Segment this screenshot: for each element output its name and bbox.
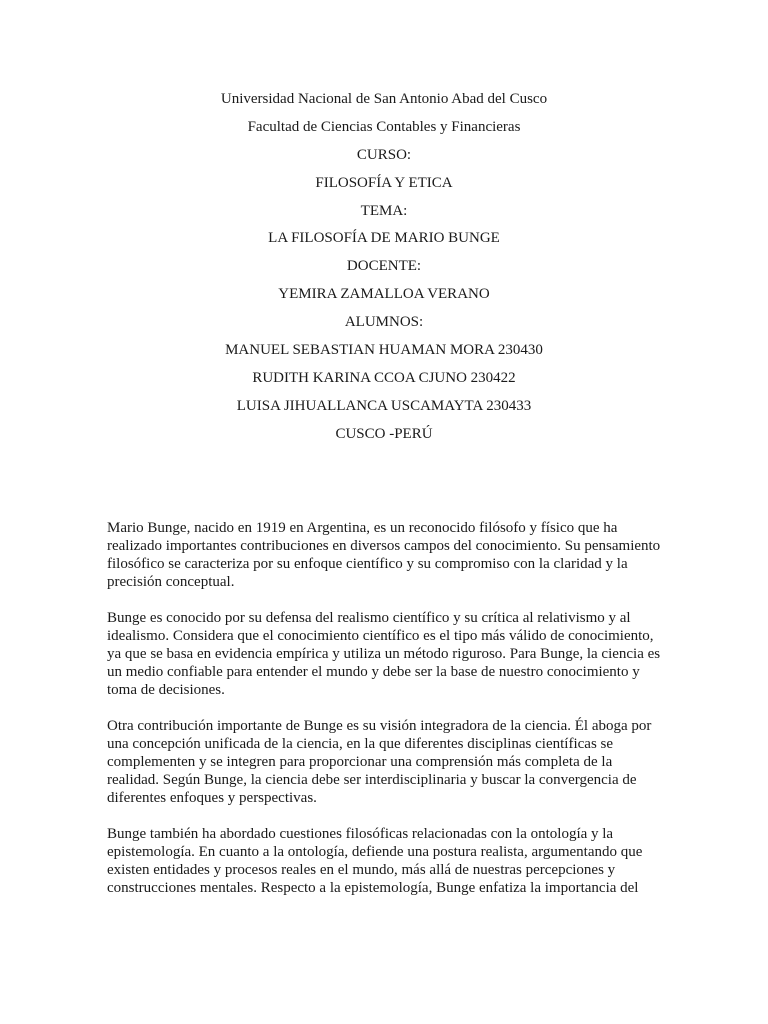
- teacher-name: YEMIRA ZAMALLOA VERANO: [278, 286, 490, 303]
- paragraph: Bunge es conocido por su defensa del realismo científico y su crítica al relativismo y al idealismo. Considera que el conocimiento científico es el tipo más válido de conocimiento, ya que se basa en evidencia empírica y utiliza un método riguroso. Para Bunge, la ciencia es un medio confiable para entender el mundo y debe ser la base de nuestro conocimiento y toma de decisiones.: [107, 610, 661, 698]
- students-label: ALUMNOS:: [344, 314, 424, 331]
- cover-block: [0, 89, 768, 452]
- student-name: LUISA JIHUALLANCA USCAMAYTA 230433: [236, 397, 532, 414]
- teacher-label: DOCENTE:: [346, 258, 422, 275]
- faculty-name: Facultad de Ciencias Contables y Financieras: [247, 118, 521, 135]
- body-text: [107, 519, 663, 915]
- location: CUSCO -PERÚ: [335, 425, 433, 442]
- topic-name: LA FILOSOFÍA DE MARIO BUNGE: [268, 230, 500, 247]
- student-name: RUDITH KARINA CCOA CJUNO 230422: [252, 369, 516, 386]
- student-name: MANUEL SEBASTIAN HUAMAN MORA 230430: [225, 342, 543, 359]
- university-name: Universidad Nacional de San Antonio Abad del Cusco: [220, 91, 548, 107]
- course-name: FILOSOFÍA Y ETICA: [315, 174, 453, 191]
- paragraph: Bunge también ha abordado cuestiones filosóficas relacionadas con la ontología y la epistemología. En cuanto a la ontología, defiende una postura realista, argumentando que existen entidades y procesos reales en el mundo, más allá de nuestras percepciones y construcciones mentales. Respecto a la epistemología, Bunge enfatiza la importancia del: [107, 826, 643, 896]
- course-label: CURSO:: [356, 146, 412, 163]
- paragraph: Otra contribución importante de Bunge es su visión integradora de la ciencia. Él aboga por una concepción unificada de la ciencia, en la que diferentes disciplinas científicas se complementen y se integren para proporcionar una comprensión más completa de la realidad. Según Bunge, la ciencia debe ser interdisciplinaria y buscar la convergencia de diferentes enfoques y perspectivas.: [107, 718, 652, 806]
- topic-label: TEMA:: [360, 202, 408, 219]
- paragraph: Mario Bunge, nacido en 1919 en Argentina, es un reconocido filósofo y físico que ha realizado importantes contribuciones en diversos campos del conocimiento. Su pensamiento filosófico se caracteriza por su enfoque científico y su compromiso con la claridad y la precisión conceptual.: [107, 520, 661, 590]
